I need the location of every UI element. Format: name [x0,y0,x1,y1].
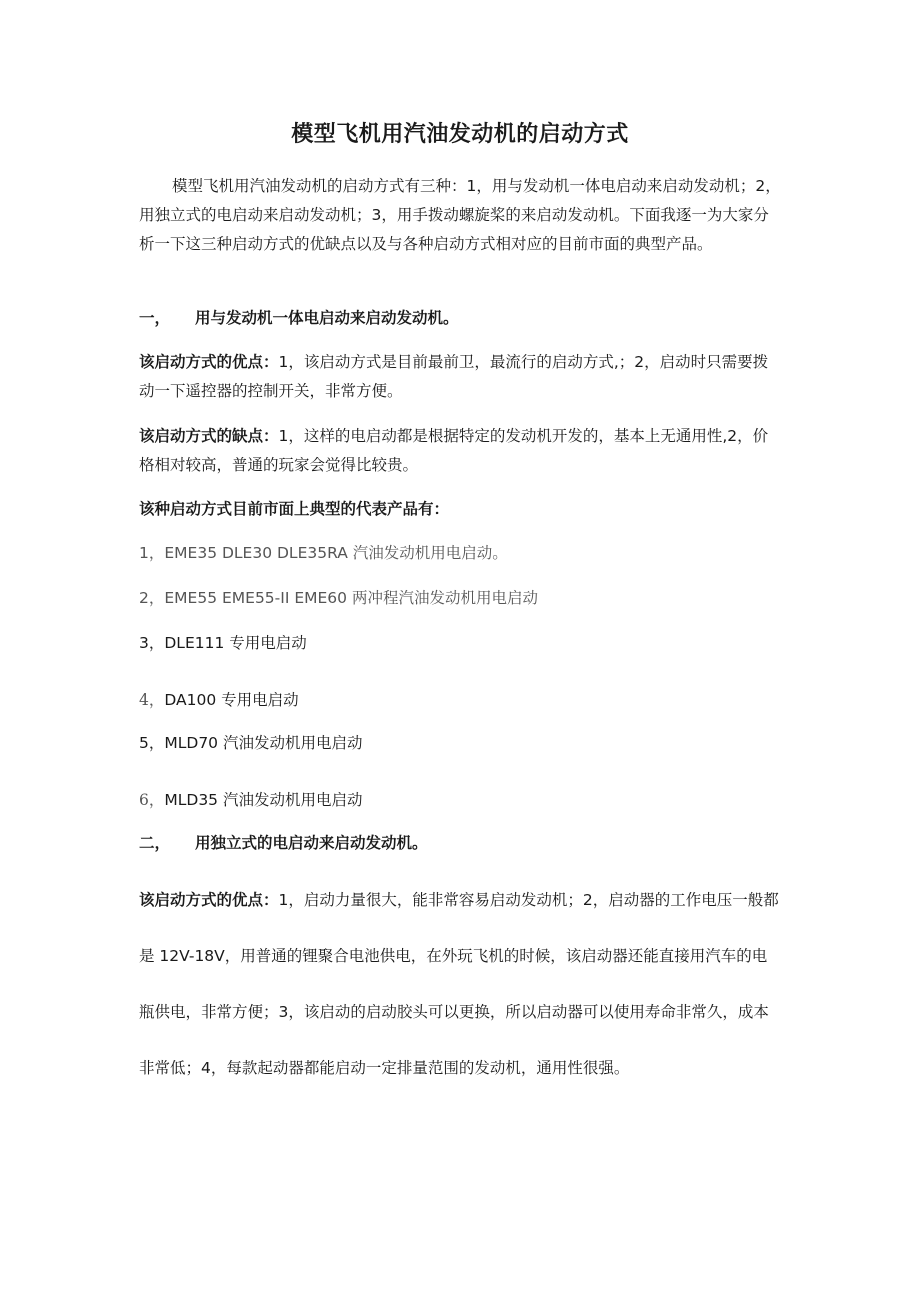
section-2-heading [139,829,428,858]
product-item-number: 6， [139,791,165,809]
section-1-pros [139,348,781,406]
products-heading: 该种启动方式目前市面上典型的代表产品有： [139,500,450,518]
product-item-text: EME35 DLE30 DLE35RA 汽油发动机用电启动。 [164,544,508,562]
product-item-1 [139,539,508,568]
product-item-text: EME55 EME55-II EME60 两冲程汽油发动机用电启动 [164,589,538,607]
section-1-heading [139,304,459,333]
section-2-title: 用独立式的电启动来启动发动机。 [195,834,428,852]
section-1-title: 用与发动机一体电启动来启动发动机。 [195,309,459,327]
product-item-6 [139,786,362,815]
section-1-cons-text: 1，这样的电启动都是根据特定的发动机开发的，基本上无通用性,2，价格相对较高，普通的玩家会觉得比较贵。 [139,427,769,474]
section-1-pros-label: 该启动方式的优点： [139,353,279,371]
section-1-cons [139,422,781,480]
product-item-number: 3， [139,634,165,652]
product-item-number: 5， [139,734,165,752]
product-item-5 [139,729,362,758]
section-2-pros-label: 该启动方式的优点： [139,891,279,909]
product-item-text: DLE111 专用电启动 [164,634,307,652]
product-item-number: 2， [139,589,165,607]
intro-paragraph: 模型飞机用汽油发动机的启动方式有三种：1，用与发动机一体电启动来启动发动机；2，用独立式的电启动来启动发动机；3，用手拨动螺旋桨的来启动发动机。下面我逐一为大家分析一下这三种启动方式的优缺点以及与各种启动方式相对应的目前市面的典型产品。 [139,177,781,253]
page-title: 模型飞机用汽油发动机的启动方式 [291,122,629,147]
product-item-text: DA100 专用电启动 [164,691,299,709]
product-item-number: 1， [139,544,165,562]
product-item-text: MLD35 汽油发动机用电启动 [164,791,363,809]
product-item-2 [139,584,538,613]
section-2-number: 二， [139,834,171,852]
section-2-pros-text: 1，启动力量很大，能非常容易启动发动机；2，启动器的工作电压一般都是 12V-18V，用普通的锂聚合电池供电，在外玩飞机的时候，该启动器还能直接用汽车的电瓶供电，非常方便；3，该启动的启动胶头可以更换，所以启动器可以使用寿命非常久，成本非常低；4，每款起动器都能启动一定排量范围的发动机，通用性很强。 [139,891,779,1077]
section-1-number: 一， [139,309,171,327]
product-item-3 [139,629,307,658]
product-item-4 [139,686,299,715]
section-1-pros-text: 1，该启动方式是目前最前卫，最流行的启动方式,；2，启动时只需要拨动一下遥控器的控制开关，非常方便。 [139,353,769,400]
product-item-number: 4， [139,691,165,709]
section-1-cons-label: 该启动方式的缺点： [139,427,279,445]
section-2-pros [139,872,781,1096]
product-item-text: MLD70 汽油发动机用电启动 [164,734,363,752]
